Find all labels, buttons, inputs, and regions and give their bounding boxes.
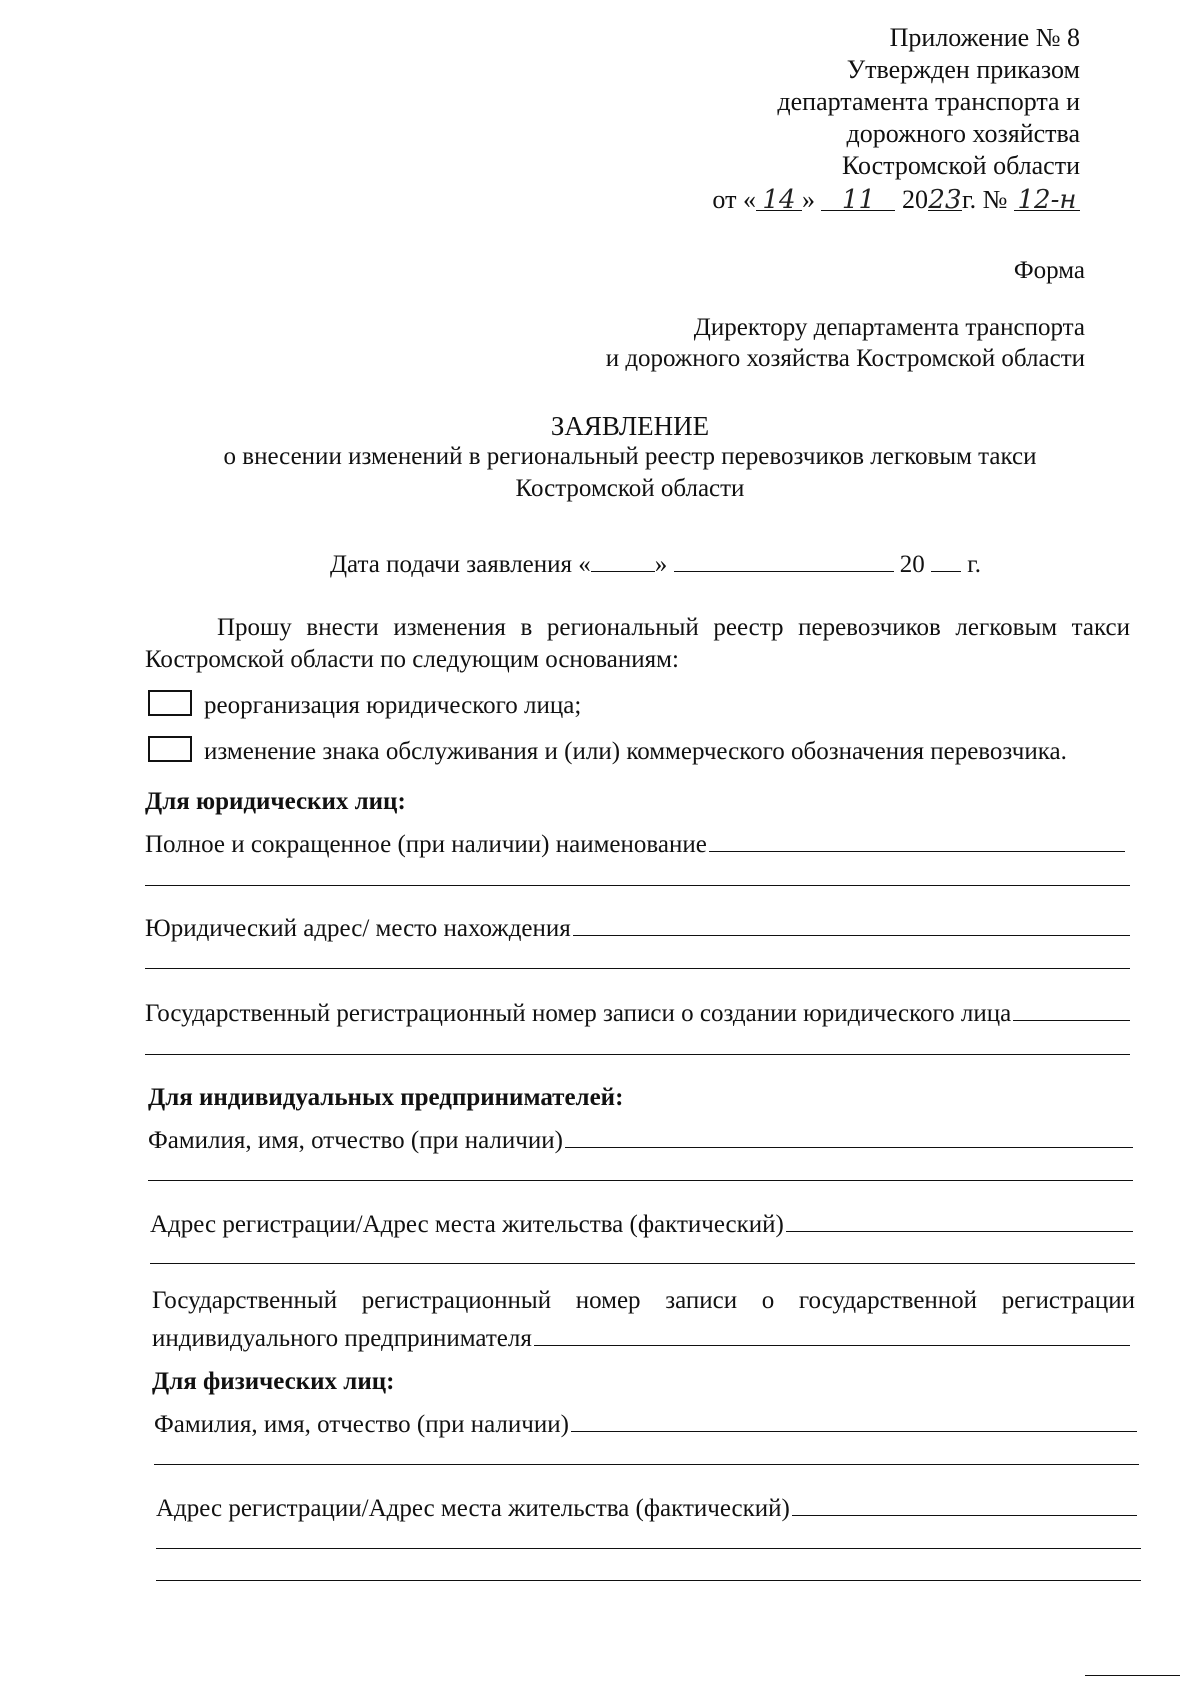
document-title: ЗАЯВЛЕНИЕ xyxy=(550,411,710,441)
order-year-suffix: 23 xyxy=(928,185,962,215)
submission-month-field[interactable] xyxy=(674,546,894,572)
submission-year-prefix: 20 xyxy=(899,551,925,578)
trademark-change-option-label: изменение знака обслуживания и (или) коммерческого обозначения перевозчика. xyxy=(204,738,1067,765)
department-line-3: Костромской области xyxy=(841,151,1080,180)
entrepreneur-ogrnip-underline xyxy=(534,1320,1130,1346)
legal-name-continuation-line[interactable] xyxy=(145,885,1130,886)
legal-name-label: Полное и сокращенное (при наличии) наименование xyxy=(145,831,707,858)
individuals-heading: Для физических лиц: xyxy=(152,1368,395,1395)
entrepreneur-address-underline xyxy=(786,1206,1133,1232)
entrepreneur-address-field[interactable] xyxy=(150,1206,1133,1240)
individual-address-field[interactable] xyxy=(156,1490,1137,1524)
subtitle-line-1: о внесении изменений в региональный реестр перевозчиков легковым такси xyxy=(223,443,1037,470)
entrepreneur-address-label: Адрес регистрации/Адрес места жительства (фактический) xyxy=(150,1211,784,1238)
entrepreneur-fio-field[interactable] xyxy=(148,1122,1133,1156)
submission-year-field[interactable] xyxy=(931,546,961,572)
addressee-line-2: и дорожного хозяйства Костромской области xyxy=(605,345,1085,372)
order-date-prefix: от « xyxy=(712,185,756,214)
submission-day-close: » xyxy=(654,551,668,578)
entrepreneur-address-continuation-line[interactable] xyxy=(150,1263,1135,1264)
legal-name-field[interactable] xyxy=(145,826,1125,860)
entrepreneur-ogrnip-line-1: Государственный регистрационный номер записи о государственной регистрации xyxy=(152,1287,1135,1314)
submission-date-label: Дата подачи заявления « xyxy=(330,551,591,578)
order-year-prefix: 20 xyxy=(901,185,928,214)
legal-address-label: Юридический адрес/ место нахождения xyxy=(145,915,571,942)
entrepreneur-fio-label: Фамилия, имя, отчество (при наличии) xyxy=(148,1127,563,1154)
signature-line-fragment xyxy=(1085,1675,1180,1676)
subtitle-line-2: Костромской области xyxy=(515,475,745,502)
request-line-1: Прошу внести изменения в региональный реестр перевозчиков легковым такси xyxy=(217,614,1130,641)
department-line-1: департамента транспорта и xyxy=(777,87,1080,116)
individual-fio-continuation-line[interactable] xyxy=(154,1464,1139,1465)
submission-day-field[interactable] xyxy=(591,546,655,572)
legal-address-field[interactable] xyxy=(145,910,1130,944)
individual-address-continuation-line-2[interactable] xyxy=(156,1580,1141,1581)
entrepreneur-fio-underline xyxy=(565,1122,1133,1148)
individual-fio-underline xyxy=(571,1406,1137,1432)
legal-ogrn-field[interactable] xyxy=(145,995,1130,1029)
request-line-2: Костромской области по следующим основаниям: xyxy=(145,646,679,673)
legal-ogrn-label: Государственный регистрационный номер записи о создании юридического лица xyxy=(145,1000,1012,1027)
order-month: 11 xyxy=(821,184,895,211)
submission-date-line xyxy=(330,546,981,580)
entrepreneur-ogrnip-field[interactable] xyxy=(152,1320,1130,1354)
individual-address-underline xyxy=(792,1490,1137,1516)
legal-ogrn-continuation-line[interactable] xyxy=(145,1054,1130,1055)
department-line-2: дорожного хозяйства xyxy=(846,119,1080,148)
individual-fio-field[interactable] xyxy=(154,1406,1137,1440)
order-number-label: г. № xyxy=(961,185,1008,214)
entrepreneurs-heading: Для индивидуальных предпринимателей: xyxy=(148,1084,624,1111)
legal-ogrn-underline xyxy=(1013,995,1130,1021)
legal-address-continuation-line[interactable] xyxy=(145,968,1130,969)
reorganization-option-label: реорганизация юридического лица; xyxy=(204,692,582,719)
document-subtitle xyxy=(150,441,1110,505)
order-number: 12-н xyxy=(1014,184,1080,211)
trademark-change-checkbox[interactable] xyxy=(148,736,192,762)
legal-address-underline xyxy=(573,910,1130,936)
submission-year-suffix: г. xyxy=(967,551,981,578)
order-date-line xyxy=(712,184,1080,216)
addressee-block xyxy=(606,312,1085,374)
approval-block xyxy=(712,22,1080,216)
addressee-line-1: Директору департамента транспорта xyxy=(693,314,1085,341)
individual-address-label: Адрес регистрации/Адрес места жительства (фактический) xyxy=(156,1495,790,1522)
individual-address-continuation-line-1[interactable] xyxy=(156,1548,1141,1549)
reorganization-checkbox[interactable] xyxy=(148,690,192,716)
entrepreneur-ogrnip-label: индивидуального предпринимателя xyxy=(152,1325,532,1352)
legal-name-underline xyxy=(709,826,1125,852)
entrepreneur-fio-continuation-line[interactable] xyxy=(148,1180,1133,1181)
form-label: Форма xyxy=(1013,257,1085,284)
order-day: 14 xyxy=(756,184,802,211)
approved-by: Утвержден приказом xyxy=(846,55,1080,84)
order-day-close: » xyxy=(801,185,815,214)
appendix-number: Приложение № 8 xyxy=(889,23,1080,52)
individual-fio-label: Фамилия, имя, отчество (при наличии) xyxy=(154,1411,569,1438)
legal-entities-heading: Для юридических лиц: xyxy=(145,788,406,815)
